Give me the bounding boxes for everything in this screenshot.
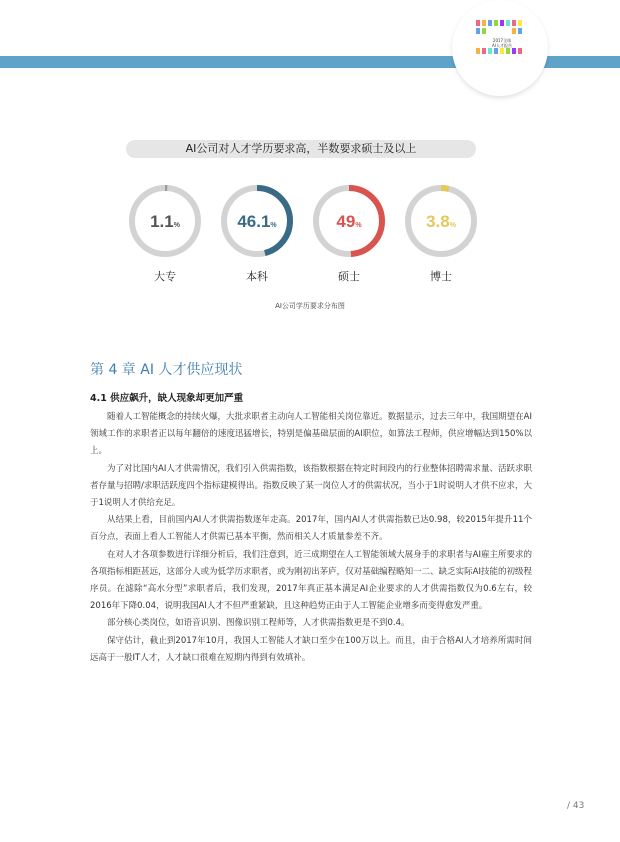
paragraph: 从结果上看，目前国内AI人才供需指数逐年走高。2017年，国内AI人才供需指数已达0.98，较2015年提升11个百分点，表面上看人工智能人才供需已基本平衡，然而相关人才质量参差不齐。 bbox=[90, 515, 532, 543]
logo-line-1: 2017全球 bbox=[492, 38, 512, 43]
page-number: / 43 bbox=[567, 801, 585, 811]
donut-category-label: 大专 bbox=[154, 270, 176, 283]
logo-line-2: AI人才报告 bbox=[492, 43, 512, 48]
donut-category-label: 本科 bbox=[246, 270, 268, 283]
donut-value-label: 3.8% bbox=[426, 212, 456, 231]
paragraph: 保守估计，截止到2017年10月，我国人工智能人才缺口至少在100万以上。而且，由于合格AI人才培养所需时间远高于一般IT人才，人才缺口很难在短期内得到有效填补。 bbox=[90, 635, 532, 663]
donut-value-label: 46.1% bbox=[237, 212, 277, 231]
donut-value-label: 1.1% bbox=[150, 212, 180, 231]
donut-value-label: 49% bbox=[336, 212, 362, 231]
paragraph: 为了对比国内AI人才供需情况，我们引入供需指数，该指数根据在特定时间段内的行业整体招聘需求量、活跃求职者存量与招聘/求职活跃度四个指标建模得出。指数反映了某一岗位人才的供需状况，当小于1时说明人才供不应求，大于1说明人才供给充足。 bbox=[90, 463, 532, 509]
chapter-title: 第 4 章 AI 人才供应现状 bbox=[90, 362, 243, 378]
paragraph: 部分核心类岗位，如语音识别、图像识别工程师等，人才供需指数更是不到0.4。 bbox=[107, 618, 410, 629]
paragraph: 在对人才各项参数进行详细分析后，我们注意到，近三成期望在人工智能领域大展身手的求职者与AI雇主所要求的各项指标相距甚远，这部分人或为低学历求职者，或为刚初出茅庐，仅对基础编程略知一二、缺乏实际AI技能的初级程序员。在滤除“高水分型”求职者后，我们发现，2017年真正基本满足AI企业要求的人才供需指数仅为0.6左右，较2016年下降0.04，说明我国AI人才不但严重紧缺，且这种趋势正由于人工智能企业增多而变得愈发严重。 bbox=[90, 549, 532, 612]
paragraph: 随着人工智能概念的持续火爆，大批求职者主动向人工智能相关岗位靠近。数据显示，过去三年中，我国期望在AI领域工作的求职者正以每年翻倍的速度迅猛增长，特别是偏基础层面的AI职位，如算法工程师，供应增幅达到150%以上。 bbox=[90, 412, 532, 457]
donut-category-label: 博士 bbox=[430, 270, 452, 283]
section-title: 4.1 供应飙升，缺人现象却更加严重 bbox=[90, 393, 244, 404]
donut-category-label: 硕士 bbox=[338, 270, 360, 283]
figure-caption: AI公司学历要求分布图 bbox=[275, 302, 345, 310]
body-text bbox=[90, 409, 532, 667]
chart-title: AI公司对人才学历要求高，半数要求硕士及以上 bbox=[126, 140, 476, 158]
